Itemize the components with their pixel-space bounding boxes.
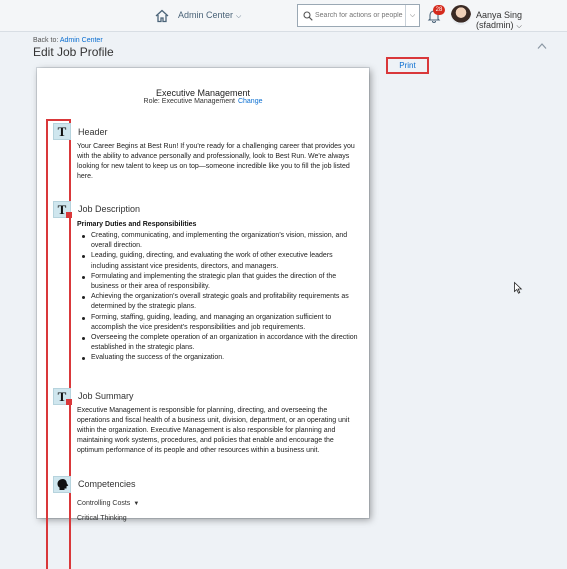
text-section-icon[interactable]: T xyxy=(53,123,71,140)
duties-subheading: Primary Duties and Responsibilities xyxy=(77,221,197,228)
header-text: Your Career Begins at Best Run! If you're ready for a challenging career that provides you with the ability to advance personally and professionally, look to Best Run. We're always looking for new talent to keep us on top—someone incredible like you to fill the job listed here. xyxy=(77,143,355,180)
chevron-down-icon: ⌵ xyxy=(236,13,242,20)
search-scope-dropdown-icon[interactable]: ⌵ xyxy=(405,5,419,26)
list-item: Evaluating the success of the organization. xyxy=(77,353,362,363)
shell-bar xyxy=(0,0,567,32)
chevron-up-icon[interactable] xyxy=(537,42,547,50)
page-title: Edit Job Profile xyxy=(33,45,114,59)
app-title-menu[interactable] xyxy=(178,10,241,21)
list-item: Forming, staffing, guiding, leading, and managing an organization sufficient to accomplish the vice president's responsibilities and job requirements. xyxy=(77,313,362,333)
chevron-down-icon: ⌵ xyxy=(516,23,522,30)
rich-text-section-icon[interactable]: T xyxy=(53,201,71,218)
list-item: Leading, guiding, directing, and evaluating the work of other executive leaders including assistant vice presidents, directors, and managers. xyxy=(77,251,362,271)
job-description-heading: Job Description xyxy=(78,204,141,214)
competency-section-icon[interactable] xyxy=(53,476,71,493)
mouse-cursor-icon xyxy=(514,282,522,294)
user-name: Aanya Sing (sfadmin) xyxy=(476,10,523,30)
search-box[interactable] xyxy=(297,4,420,27)
header-heading: Header xyxy=(78,127,108,137)
competencies-heading: Competencies xyxy=(78,479,136,489)
competency-item[interactable] xyxy=(77,500,139,507)
app-title: Admin Center xyxy=(178,10,234,20)
search-icon xyxy=(303,11,313,21)
competency-label: Controlling Costs xyxy=(77,500,131,507)
change-role-link[interactable]: Change xyxy=(237,98,263,105)
competency-item[interactable]: Critical Thinking xyxy=(77,515,127,522)
back-link[interactable]: Admin Center xyxy=(59,37,103,44)
breadcrumb xyxy=(33,37,103,44)
avatar[interactable] xyxy=(451,5,471,25)
duties-list xyxy=(77,231,362,364)
job-summary-text: Executive Management is responsible for planning, directing, and overseeing the operations and fiscal health of a business unit, division, department, or an operating unit within the organization. Executive Management is also responsible for planning and maintaining work systems, procedures, and policies that enable and encourage the optimum performance of its people and other resources within a business unit. xyxy=(77,407,350,454)
notification-badge: 28 xyxy=(433,5,445,15)
search-input[interactable] xyxy=(315,8,403,23)
print-button[interactable]: Print xyxy=(399,61,416,70)
job-profile-document xyxy=(37,68,369,522)
section-icons-highlight-frame xyxy=(46,119,71,569)
home-icon[interactable] xyxy=(155,9,169,23)
doc-role xyxy=(37,98,369,105)
caret-down-icon: ▼ xyxy=(133,501,140,507)
doc-role-text: Role: Executive Management xyxy=(143,98,235,105)
user-menu[interactable] xyxy=(476,10,567,31)
job-summary-heading: Job Summary xyxy=(78,391,134,401)
list-item: Creating, communicating, and implementing the organization's vision, mission, and overall direction. xyxy=(77,231,362,251)
back-prefix: Back to: xyxy=(33,37,59,44)
list-item: Overseeing the complete operation of an organization in accordance with the direction established in the strategic plans. xyxy=(77,333,362,353)
print-highlight-frame xyxy=(386,57,429,74)
rich-text-section-icon[interactable]: T xyxy=(53,388,71,405)
list-item: Formulating and implementing the strategic plan that guides the direction of the business or their area of responsibility. xyxy=(77,272,362,292)
list-item: Achieving the organization's overall strategic goals and profitability requirements as determined by the strategic plans. xyxy=(77,292,362,312)
doc-title: Executive Management xyxy=(155,88,251,98)
